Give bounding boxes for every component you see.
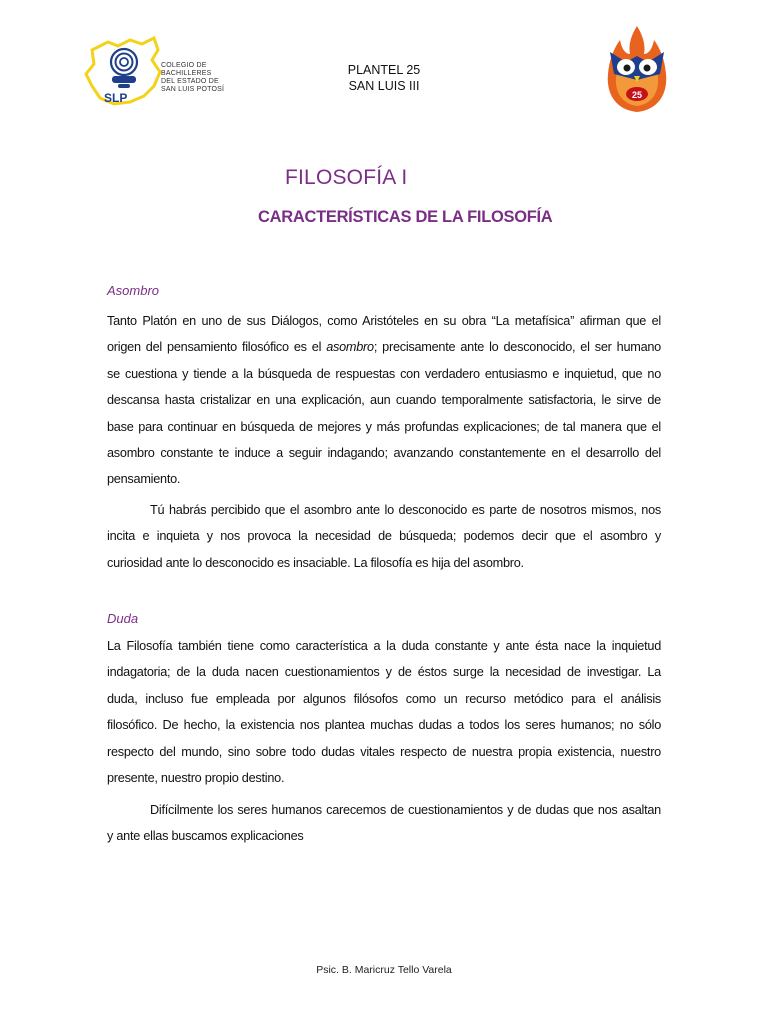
owl-icon (602, 24, 672, 116)
paragraph-asombro-2 (107, 497, 661, 576)
paragraph-line: incita e inquieta y nos provoca la necesidad de búsqueda; podemos decir que el asombro y (107, 529, 661, 544)
owl-badge-number: 25 (631, 90, 643, 100)
paragraph-line: respecto del mundo, sino sobre todo dudas vitales respecto de nuestra propia existencia, nuestro (107, 744, 661, 759)
paragraph-line: curiosidad ante lo desconocido es insaciable. La filosofía es hija del asombro. (107, 555, 524, 570)
slp-abbr: SLP (104, 91, 128, 105)
slp-map-emblem-icon (84, 36, 162, 108)
emphasis-asombro: asombro (326, 340, 374, 355)
logo-line-1: COLEGIO DE (161, 62, 207, 69)
logo-line-2: BACHILLERES (161, 70, 212, 77)
paragraph-line: se cuestiona y tiende a la búsqueda de respuestas con verdadero entusiasmo e inquietud, que no (107, 366, 661, 381)
header-plantel-name: SAN LUIS III (348, 79, 420, 93)
paragraph-line (107, 334, 661, 360)
paragraph-line: indagatoria; de la duda nacen cuestionamientos y de éstos surge la necesidad de investigar. La (107, 665, 661, 680)
colegio-bachilleres-logo (84, 36, 234, 108)
text-run: origen del pensamiento filosófico es el (107, 340, 327, 355)
document-title: FILOSOFÍA I (285, 166, 408, 189)
logo-line-4: SAN LUIS POTOSÍ (161, 86, 225, 93)
paragraph-line: asombro constante te induce a seguir indagando; avanzando constantemente en el desarrollo del (107, 446, 661, 461)
text-run: ; precisamente ante lo desconocido, el ser humano (373, 340, 661, 355)
section-heading-asombro: Asombro (107, 283, 160, 298)
paragraph-line: Difícilmente los seres humanos carecemos de cuestionamientos y de dudas que nos asaltan (150, 803, 661, 817)
document-subtitle: CARACTERÍSTICAS DE LA FILOSOFÍA (258, 208, 553, 226)
section-heading-duda: Duda (107, 611, 139, 626)
paragraph-line: y ante ellas buscamos explicaciones (107, 829, 304, 844)
paragraph-line: presente, nuestro propio destino. (107, 771, 285, 786)
footer-author: Psic. B. Maricruz Tello Varela (316, 964, 452, 976)
paragraph-duda-2 (107, 797, 661, 850)
header-plantel (300, 62, 468, 94)
paragraph-line: Tanto Platón en uno de sus Diálogos, como Aristóteles en su obra “La metafísica” afirman que el (107, 314, 661, 328)
owl-mascot-logo (602, 24, 672, 116)
paragraph-line: duda, incluso fue empleada por algunos filósofos como un recurso metódico para el análisis (107, 691, 661, 706)
paragraph-line: La Filosofía también tiene como característica a la duda constante y ante ésta nace la inquietud (107, 639, 661, 653)
paragraph-line: base para continuar en búsqueda de mejores y más profundas explicaciones; de tal manera que el (107, 419, 661, 434)
logo-line-3: DEL ESTADO DE (161, 78, 219, 85)
logo-institution-name (161, 62, 224, 94)
paragraph-asombro-1 (107, 308, 661, 493)
paragraph-line: pensamiento. (107, 472, 181, 487)
paragraph-line: Tú habrás percibido que el asombro ante lo desconocido es parte de nosotros mismos, nos (150, 503, 661, 517)
paragraph-line: descansa hasta cristalizar en una explicación, aun cuando temporalmente satisfactoria, le sirve de (107, 393, 661, 408)
paragraph-duda-1 (107, 633, 661, 791)
header-plantel-number: PLANTEL 25 (347, 63, 421, 77)
paragraph-line: filosófico. De hecho, la existencia nos plantea muchas dudas a todos los seres humanos; no sólo (107, 718, 661, 733)
